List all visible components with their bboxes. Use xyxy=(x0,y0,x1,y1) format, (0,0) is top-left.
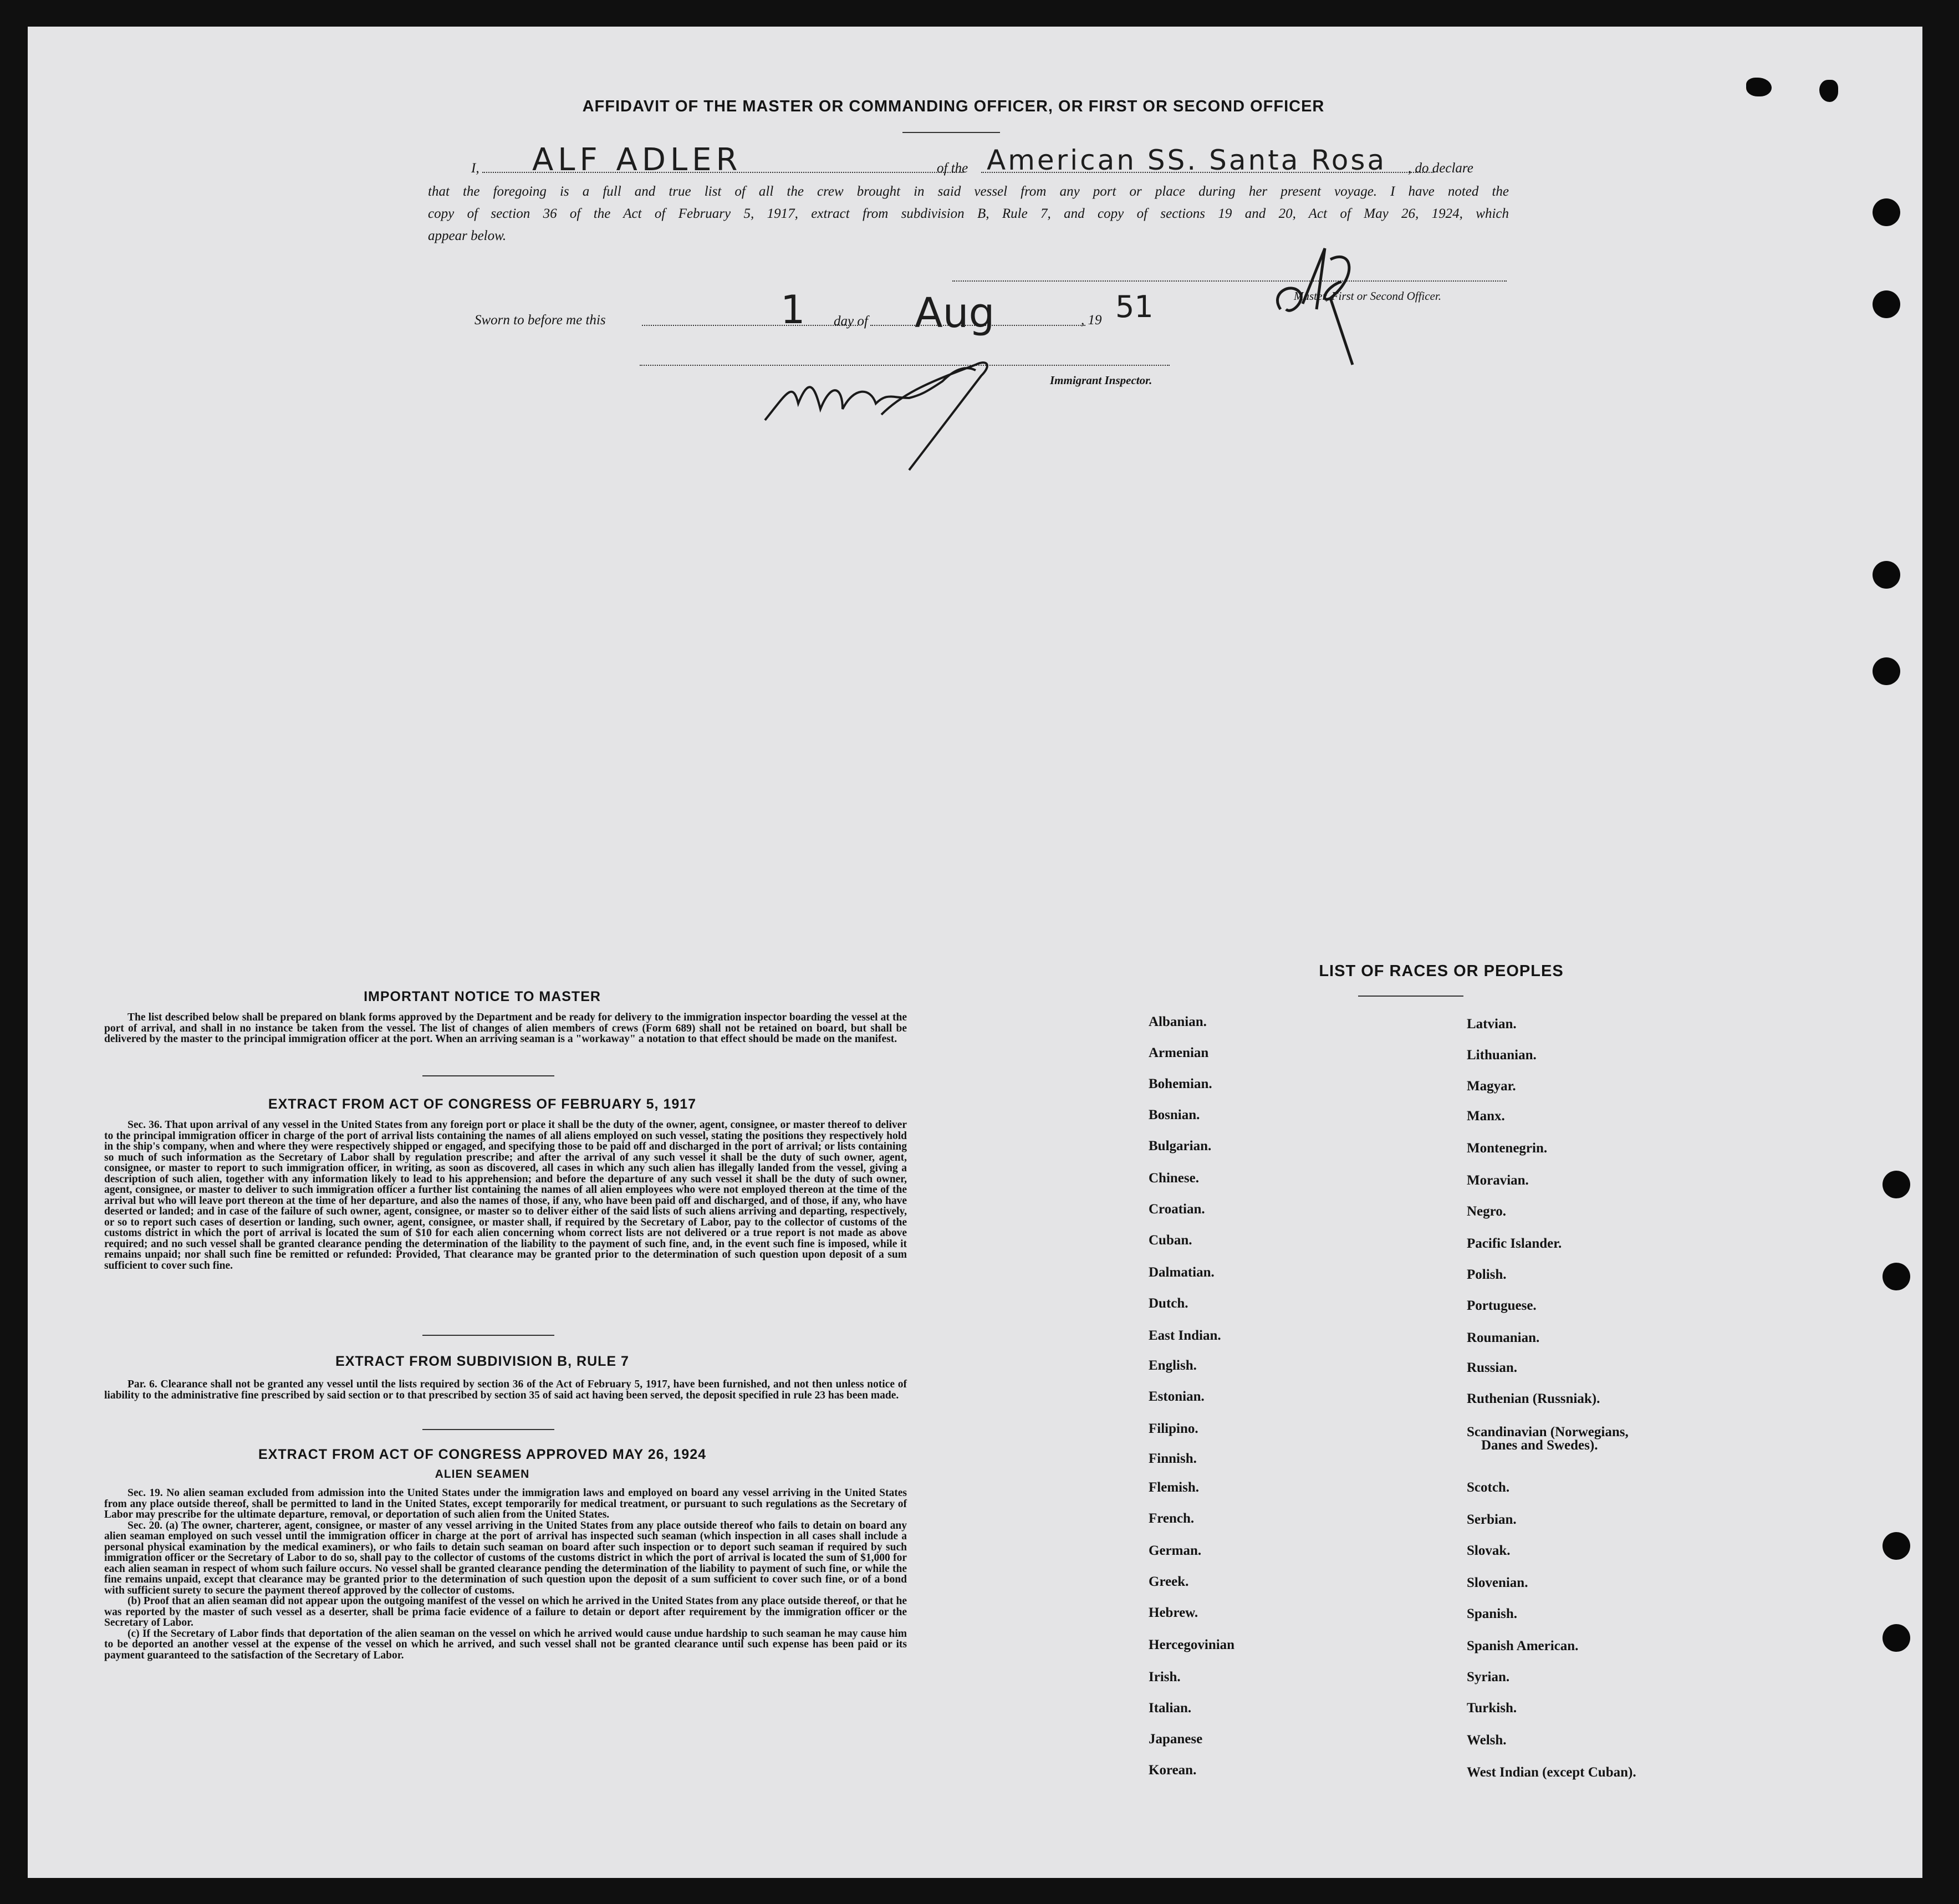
notice-body xyxy=(104,1012,907,1045)
inspector-signature xyxy=(743,326,1053,481)
divider xyxy=(1358,996,1463,997)
race-item: English. xyxy=(1149,1358,1197,1373)
rule7-body xyxy=(104,1379,907,1401)
race-item: Japanese xyxy=(1149,1732,1203,1747)
section-19-text: Sec. 19. No alien seaman excluded from admission into the United States under the immigration laws and employed on board any vessel arriving in the United States from any place outside thereof, shall be permitted to land in the United States, except temporarily for medical treatment, or pursuant to such regulations as the Secretary of Labor may prescribe for the ultimate departure, removal, or deportation of such alien from the United States. xyxy=(104,1487,907,1520)
race-item: Bosnian. xyxy=(1149,1107,1200,1122)
of-the-label: of the xyxy=(937,161,968,176)
day-of-label: day of xyxy=(834,314,868,329)
master-signature-line xyxy=(952,280,1507,282)
race-item: Polish. xyxy=(1467,1267,1507,1282)
race-item: Pacific Islander. xyxy=(1467,1236,1562,1251)
race-item: Estonian. xyxy=(1149,1389,1205,1404)
race-item: Irish. xyxy=(1149,1670,1181,1684)
race-item: Scandinavian (Norwegians, xyxy=(1467,1425,1629,1440)
binder-hole xyxy=(1873,198,1900,226)
extract-1924-title: EXTRACT FROM ACT OF CONGRESS APPROVED MAY 26, 1924 xyxy=(258,1447,707,1462)
do-declare-label: , do declare xyxy=(1408,161,1473,176)
race-item: Finnish. xyxy=(1149,1451,1197,1466)
race-item: Russian. xyxy=(1467,1360,1518,1375)
binder-hole xyxy=(1873,657,1900,685)
i-label: I, xyxy=(471,161,479,176)
race-item: Magyar. xyxy=(1467,1079,1516,1094)
master-label: Master, First or Second Officer. xyxy=(1294,289,1441,303)
binder-hole xyxy=(1883,1171,1910,1198)
race-item: Filipino. xyxy=(1149,1421,1198,1436)
race-item: Syrian. xyxy=(1467,1670,1510,1684)
section-20a-text: Sec. 20. (a) The owner, charterer, agent, consignee, or master of any vessel arriving in the United States from any place outside thereof who fails to detain on board any alien seaman employed on such vessel until the immigration officer in charge at the port of arrival has inspected such seaman (which inspection in all cases shall include a personal physical examination by the medical examiners), or who fails to detain such seaman on board after such inspection or to deport such seaman if required by such immigration officer or the Secretary of Labor to do so, shall pay to the collector of customs of the customs district in which the port of arrival is located the sum of $1,000 for each alien seaman in respect of whom such failure occurs. No vessel shall be granted clearance pending the determination of the liability to payment of such fine, or while the fine remains unpaid, except that clearance may be granted prior to the determination of such question upon the deposit of a sum sufficient to cover such fine, or of a bond with sufficient surety to secure the payment thereof approved by the collector of customs. xyxy=(104,1519,907,1596)
section-36-text: Sec. 36. That upon arrival of any vessel in the United States from any foreign port or place it shall be the duty of the owner, agent, consignee, or master thereof to deliver to the principal immigration officer in charge of the port of arrival lists containing the names of all aliens employed on such vessel, stating the positions they respectively hold in the ship's company, when and where they were respectively shipped or engaged, and specifying those to be paid off and discharged in the port of arrival; or lists containing so much of such information as the Secretary of Labor shall by regulation prescribe; and after the arrival of any such vessel it shall be the duty of such owner, agent, consignee, or master to report to such immigration officer, in writing, as soon as discovered, all cases in which any such alien has illegally landed from the vessel, giving a description of such alien, together with any information likely to lead to his apprehension; and before the departure of any such vessel it shall be the duty of such owner, agent, consignee, or master to deliver to such immigration officer a further list containing the names of all alien employees who were not employed thereon at the time of the arrival but who will leave port thereon at the time of her departure, and also the names of those, if any, who have been paid off and discharged, and of those, if any, who have deserted or landed; and in case of the failure of such owner, agent, consignee, or master so to deliver either of the said lists of such aliens arriving and departing, respectively, or so to report such cases of desertion or landing, such owner, agent, consignee, or master shall, if required by the Secretary of Labor, pay to the collector of customs of the customs district in which the port of arrival is located the sum of $10 for each alien concerning whom correct lists are not delivered or a true report is not made as above required; and no such vessel shall be granted clearance pending the determination of the liability to the payment of such fine, and, in the event such fine is imposed, while it remains unpaid; nor shall such fine be remitted or refunded: Provided, That clearance may be granted prior to the determination of such question upon deposit of a sum sufficient to cover such fine. xyxy=(104,1119,907,1272)
race-item: Albanian. xyxy=(1149,1014,1207,1029)
divider xyxy=(422,1429,554,1430)
affidavit-title: AFFIDAVIT OF THE MASTER OR COMMANDING OFFICER, OR FIRST OR SECOND OFFICER xyxy=(582,98,1325,115)
race-item: Roumanian. xyxy=(1467,1330,1540,1345)
affidavit-line-2: that the foregoing is a full and true list of all the crew brought in said vessel from any port or place during her present voyage. I have noted the xyxy=(428,184,1509,199)
extract-1917-title: EXTRACT FROM ACT OF CONGRESS OF FEBRUARY 5, 1917 xyxy=(268,1096,697,1112)
affidavit-line-4: appear below. xyxy=(428,228,507,243)
section-20b-text: (b) Proof that an alien seaman did not appear upon the outgoing manifest of the vessel on which he arrived in the United States from any place outside thereof, or that he was reported by the master of such vessel as a deserter, shall be prima facie evidence of a failure to detain or deport after requirement by the immigration officer or the Secretary of Labor. xyxy=(104,1595,907,1629)
race-item: Turkish. xyxy=(1467,1701,1517,1716)
corner-mark xyxy=(1819,80,1838,102)
race-item: Negro. xyxy=(1467,1204,1507,1219)
sworn-month: Aug xyxy=(915,289,995,337)
race-item: Armenian xyxy=(1149,1045,1209,1060)
divider xyxy=(422,1075,554,1076)
sworn-year: 51 xyxy=(1115,289,1154,324)
year-prefix: , 19 xyxy=(1081,313,1102,328)
race-item: Bohemian. xyxy=(1149,1076,1212,1091)
race-item: French. xyxy=(1149,1511,1195,1526)
race-item: Serbian. xyxy=(1467,1512,1517,1527)
binder-hole xyxy=(1873,561,1900,589)
race-item: Danes and Swedes). xyxy=(1481,1438,1598,1453)
rule7-text: Par. 6. Clearance shall not be granted any vessel until the lists required by section 36 of the Act of February 5, 1917, have been furnished, and not then unless notice of liability to the administrative fine prescribed by said section or to that prescribed by section 35 of said act having been served, the deposit specified in rule 23 has been made. xyxy=(104,1379,907,1401)
race-item: East Indian. xyxy=(1149,1328,1221,1343)
divider xyxy=(902,132,1000,133)
document-page xyxy=(28,27,1922,1878)
race-item: Dalmatian. xyxy=(1149,1265,1215,1280)
race-item: Flemish. xyxy=(1149,1480,1199,1495)
race-item: Ruthenian (Russniak). xyxy=(1467,1391,1600,1406)
race-item: Moravian. xyxy=(1467,1173,1529,1188)
extract-1917-body xyxy=(104,1120,907,1271)
race-item: Scotch. xyxy=(1467,1480,1510,1495)
race-item: Bulgarian. xyxy=(1149,1139,1212,1153)
races-title: LIST OF RACES OR PEOPLES xyxy=(1319,962,1564,980)
race-item: Hercegovinian xyxy=(1149,1637,1235,1652)
race-item: Cuban. xyxy=(1149,1233,1192,1248)
race-item: Greek. xyxy=(1149,1574,1189,1589)
notice-text: The list described below shall be prepared on blank forms approved by the Department and be ready for delivery to the immigration inspector boarding the vessel at the port of arrival, and shall in no instance be taken from the vessel. The list of changes of alien members of crews (Form 689) shall not be retained on board, but shall be delivered by the master to the principal immigration officer at the port. When an arriving seaman is a "workaway" a notation to that effect should be made on the manifest. xyxy=(104,1012,907,1045)
race-item: German. xyxy=(1149,1543,1202,1558)
race-item: Manx. xyxy=(1467,1109,1505,1124)
sworn-label: Sworn to before me this xyxy=(475,313,606,328)
race-item: Hebrew. xyxy=(1149,1605,1198,1620)
race-item: Lithuanian. xyxy=(1467,1048,1537,1063)
race-item: Spanish American. xyxy=(1467,1638,1579,1653)
corner-mark xyxy=(1746,78,1772,96)
section-20c-text: (c) If the Secretary of Labor finds that deportation of the alien seaman on the vessel on which he arrived would cause undue hardship to such seaman he may cause him to be deported an another vessel at the expense of the vessel on which he arrived, and such vessel shall not be granted clearance until such expense has been paid or its payment guaranteed to the satisfaction of the Secretary of Labor. xyxy=(104,1627,907,1661)
race-item: Italian. xyxy=(1149,1701,1192,1716)
divider xyxy=(422,1335,554,1336)
race-item: Spanish. xyxy=(1467,1606,1518,1621)
affidavit-line-3: copy of section 36 of the Act of February 5, 1917, extract from subdivision B, Rule 7, and copy of sections 19 and 20, Act of May 26, 1924, which xyxy=(428,206,1509,221)
race-item: Slovak. xyxy=(1467,1543,1511,1558)
sworn-day: 1 xyxy=(780,287,805,333)
master-name: ALF ADLER xyxy=(532,142,742,178)
race-item: Dutch. xyxy=(1149,1296,1188,1311)
race-item: Welsh. xyxy=(1467,1733,1507,1748)
race-item: Montenegrin. xyxy=(1467,1141,1548,1156)
extract-1924-body xyxy=(104,1488,907,1661)
extract-1924-subtitle: ALIEN SEAMEN xyxy=(435,1468,530,1481)
inspector-label: Immigrant Inspector. xyxy=(1050,374,1152,387)
binder-hole xyxy=(1883,1624,1910,1652)
race-item: West Indian (except Cuban). xyxy=(1467,1765,1636,1780)
race-item: Latvian. xyxy=(1467,1017,1517,1032)
race-item: Portuguese. xyxy=(1467,1298,1537,1313)
binder-hole xyxy=(1873,290,1900,318)
binder-hole xyxy=(1883,1263,1910,1290)
race-item: Slovenian. xyxy=(1467,1575,1528,1590)
race-item: Croatian. xyxy=(1149,1202,1205,1217)
notice-title: IMPORTANT NOTICE TO MASTER xyxy=(364,989,601,1004)
vessel-name: American SS. Santa Rosa xyxy=(987,144,1387,176)
race-item: Korean. xyxy=(1149,1763,1197,1778)
rule7-title: EXTRACT FROM SUBDIVISION B, RULE 7 xyxy=(335,1354,629,1369)
binder-hole xyxy=(1883,1532,1910,1560)
race-item: Chinese. xyxy=(1149,1171,1199,1186)
